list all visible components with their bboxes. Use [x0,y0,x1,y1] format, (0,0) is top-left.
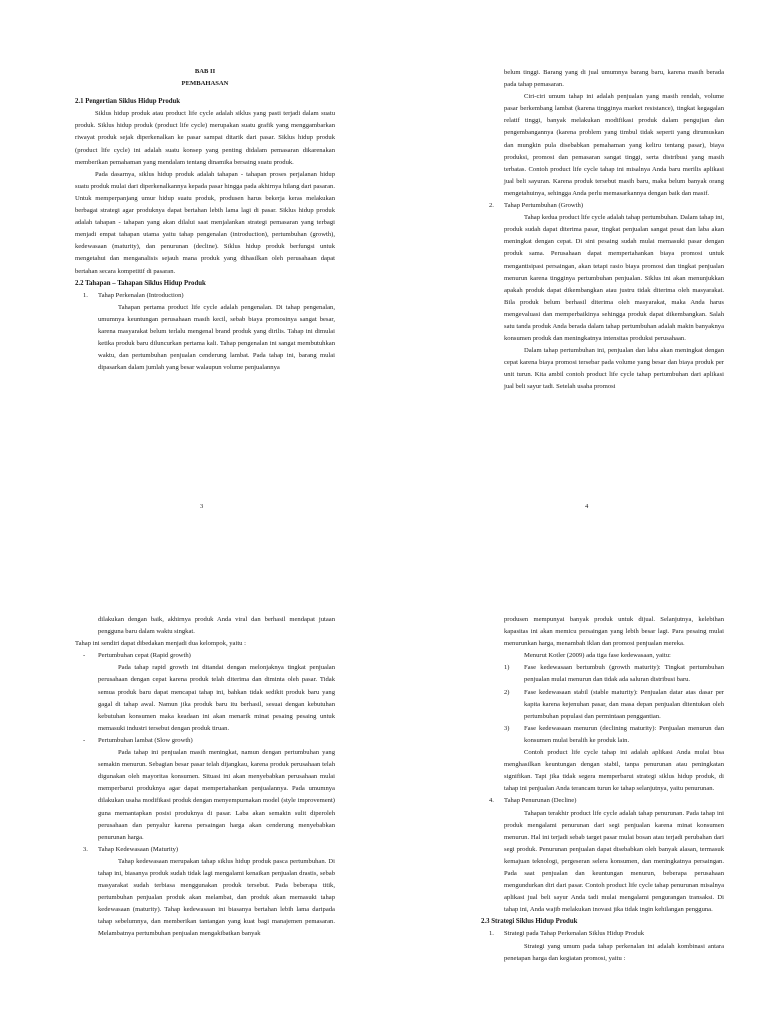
list-item-text: Fase kedewasaan bertumbuh (growth maturity): Tingkat pertumbuhan penjualan mulai menurun dan tidak ada saluran distribusi baru. [524,664,724,684]
page-5 [0,512,384,1024]
list-item-slow-growth [75,735,335,747]
paragraph: Siklus hidup produk atau product life cycle adalah siklus yang pasti terjadi dalam suatu produk. Siklus hidup produk (product life cycle) merupakan suatu grafik yang menggambarkan riwayat produk sejak diperkenalkan ke pasar sampai ditarik dari pasar. Siklus hidup produk (product life cycle) ini adalah suatu konsep yang penting didalam pemasaran dikarenakan memberikan pemahaman yang mendalam tentang dinamika bersaing suatu produk. [75,110,335,166]
list-item-title: Tahap Kedewasaan (Maturity) [98,845,179,853]
paragraph: Contoh product life cycle tahap ini adalah aplikasi Anda mulai bisa menghasilkan keuntungan dengan stabil, tanpa penurunan atau peningkatan signifikan. Tapi jika tidak segera memperbarui strategi siklus hidup produk, di tahap ini penjualan Anda terancam turun ke tahap selanjutnya, yaitu penurunan. [504,749,724,793]
page-3-text [75,66,335,374]
page-number: 4 [585,503,589,510]
paragraph: dilakukan dengan baik, akhirnya produk Anda viral dan berhasil mendapat jutaan pengguna baru dalam waktu singkat. [98,616,335,636]
list-item-title: Strategi pada Tahap Perkenalan Siklus Hidup Produk [504,930,645,938]
list-marker: 1. [489,930,494,938]
paragraph: Menurut Kotler (2009) ada tiga fase kedewasaan, yaitu: [524,652,671,660]
list-item-introduction [75,290,335,302]
paragraph: Tahapan pertama product life cycle adalah pengenalan. Di tahap pengenalan, umumnya keuntungan perusahaan masih kecil, sebab biaya promosinya sangat besar, karena masyarakat belum terlalu mengenal brand produk yang dirilis. Tahap ini dimulai ketika produk baru diluncurkan pertama kali. Tahap pengenalan ini sangat membutuhkan waktu, dan pertumbuhan penjualan cenderung lambat. Pada tahap ini, barang mulai dipasarkan dalam jumlah yang besar walaupun volume penjualannya [98,303,335,372]
list-marker: 1) [504,664,510,672]
page-3 [0,0,384,512]
section-2-1-heading: 2.1 Pengertian Siklus Hidup Produk [75,98,181,106]
paragraph: Tahap kedua product life cycle adalah tahap pertumbuhan. Dalam tahap ini, produk sudah dapat diterima pasar, tingkat penjualan sangat pesat dan laba akan meningkat dengan cepat. Di sini pesaing sudah mulai memasuki pasar dengan produk sama. Perusahaan dapat mempertahankan biaya promosi untuk mengantisipasi persaingan, akan tetapi rasio biaya promosi dan tingkat penjualan menurun karena tingginya pertumbuhan penjualan. Siklus ini akan menunjukkan apakah produk dapat dikembangkan atau justru tidak diterima oleh masyarakat. Bila produk belum berhasil diterima oleh masyarakat, maka Anda harus mengevaluasi dan memperbaikinya sehingga produk dapat dikembangkan. Salah satu tanda produk Anda berada dalam tahap pertumbuhan adalah makin banyaknya konsumen produk dan meningkatnya intensitas produksi perusahaan. [504,214,724,343]
list-item-title: Pertumbuhan cepat (Rapid growth) [98,652,191,660]
list-marker: 1. [83,291,88,299]
page-number: 3 [200,503,204,510]
paragraph: Dalam tahap pertumbuhan ini, penjualan dan laba akan meningkat dengan cepat karena biaya promosi tersebar pada volume yang besar dan biaya produk per unit turun. Kita ambil contoh product life cycle tahap pertumbuhan dari aplikasi jual beli sayur tadi. Setelah usaha promosi [504,347,724,391]
list-item-strategy-introduction [481,928,724,940]
page-4-text [481,67,724,394]
list-marker: 3. [83,845,88,853]
list-item-growth [481,200,724,212]
list-item-text: Fase kedewasaan stabil (stable maturity): Penjualan datar atas dasar per kapita karena kejenuhan pasar, dan masa depan penjualan ditentukan oleh pertumbuhan populasi dan permintaan penggantian. [524,688,724,720]
list-item-rapid-growth [75,650,335,662]
list-item-growth-maturity [481,662,724,686]
paragraph: Tahap ini sendiri dapat dibedakan menjadi dua kelompok, yaitu : [75,640,246,648]
paragraph: Pada dasarnya, siklus hidup produk adalah tahapan - tahapan proses perjalanan hidup suatu produk mulai dari diperkenalkannya kepada pasar hingga pada akhirnya hilang dari pasaran. Untuk memperpanjang umur hidup suatu produk, produsen harus bekerja keras melakukan berbagai strategi agar produknya dapat bertahan lebih lama lagi di pasar. Siklus hidup produk adalah tahapan - tahapan yang akan dilalui saat menjalankan strategi pemasaran yang terbagi menjadi empat tahapan utama yaitu tahap pengenalan (introduction), pertumbuhan (growth), kedewasaan (maturity), dan penurunan (decline). Siklus hidup produk berfungsi untuk mengetahui dan menganalisis sejauh mana produk yang dihasilkan oleh perusahaan dapat bertahan secara kompetitif di pasaran. [75,170,335,275]
list-marker: 2) [504,688,510,696]
list-item-maturity [75,844,335,856]
page-6 [384,512,768,1024]
list-item-stable-maturity [481,687,724,723]
list-marker: - [83,652,86,660]
chapter-number: BAB II [194,68,216,75]
list-item-text: Fase kedewasaan menurun (declining maturity): Penjualan menurun dan konsumen mulai beralih ke produk lain. [524,724,724,744]
list-marker: 2. [489,202,494,210]
page-6-text [481,614,724,965]
chapter-title: PEMBAHASAN [181,80,229,88]
list-item-declining-maturity [481,723,724,747]
list-marker: - [83,736,86,744]
section-2-2-heading: 2.2 Tahapan – Tahapan Siklus Hidup Produk [75,279,206,287]
list-marker: 4. [489,797,494,805]
list-item-title: Tahap Perkenalan (Introduction) [98,291,184,299]
paragraph: belum tinggi. Barang yang di jual umumnya barang baru, karena masih berada pada tahap pemasaran. [504,69,724,89]
paragraph: produsen mempunyai banyak produk untuk dijual. Selanjutnya, kelebihan kapasitas ini akan memicu persaingan yang lebih besar lagi. Para pesaing mulai menurunkan harga, menambah iklan dan promosi penjualan mereka. [504,616,724,648]
page-5-text [75,614,335,941]
paragraph: Tahapan terakhir product life cycle adalah tahap penurunan. Pada tahap ini produk mengalami penurunan dari segi penjualan karena minat konsumen menurun. Hal ini terjadi sebab target pasar mulai bosan atau terjadi perubahan dari segi produk. Penurunan penjualan dapat disebabkan oleh banyak alasan, termasuk kemajuan teknologi, pergeseran selera konsumen, dan meningkatnya persaingan. Pada saat penjualan dan keuntungan menurun, beberapa perusahaan mengundurkan diri dari pasar. Contoh product life cycle tahap penurunan misalnya aplikasi jual beli sayur Anda tadi mulai mengalami pengurangan transaksi. Di tahap ini, Anda wajib melakukan inovasi jika tidak ingin kehilangan pengguna. [504,809,724,914]
list-item-title: Pertumbuhan lambat (Slow growth) [98,736,193,744]
list-marker: 3) [504,724,510,732]
list-item-decline [481,795,724,807]
section-2-3-heading: 2.3 Strategi Siklus Hidup Produk [481,918,578,926]
paragraph: Pada tahap rapid growth ini ditandai dengan melonjaknya tingkat penjualan perusahaan dengan cepat karena produk telah diterima dan diminta oleh pasar. Tidak semua produk baru dapat mencapai tahap ini, bahkan tidak sedikit produk baru yang gagal di tahap awal. Namun jika produk baru itu berhasil, sesuai dengan kebutuhan kebutuhan konsumen maka keadaan ini akan menarik minat pesaing pesaing untuk memasuki industri tersebut dengan produk tiruan. [98,664,335,732]
paragraph: Strategi yang umum pada tahap perkenalan ini adalah kombinasi antara penetapan harga dan kegiatan promosi, yaitu : [504,942,724,962]
paragraph: Pada tahap ini penjualan masih meningkat, namun dengan pertumbuhan yang semakin menurun. Sebagian besar pasar telah dijangkau, karena produk perusahaan telah digunakan oleh mayoritas konsumen. Situasi ini akan menyebabkan perusahaan mulai memperbarui produknya agar dapat mempertahankan penjualannya. Pada umumnya dilakukan usaha modifikasi produk dengan menyempurnakan model (style improvement) guna memantapkan posisi produknya di pasar. Laba akan semakin sulit diperoleh perusahaan dan penyalur karena persaingan harga akan cenderung menyebabkan penurunan harga. [98,749,335,841]
list-item-title: Tahap Penurunan (Decline) [504,797,577,805]
page-4 [384,0,768,512]
paragraph: Tahap kedewasaan merupakan tahap siklus hidup produk pasca pertumbuhan. Di tahap ini, biasanya produk sudah tidak lagi mengalami kenaikan penjualan drastis, sebab masyarakat sudah terbiasa menggunakan produk tersebut. Pada beberapa titik, pertumbuhan penjualan produk akan melambat, dan produk akan memasuki tahap kedewasaan (maturity). Tahap kedewasaan ini biasanya bertahan lebih lama daripada tahap sebelumnya, dan memberikan tantangan yang kuat bagi manajemen pemasaran. Melambatnya pertumbuhan penjualan mengakibatkan banyak [98,857,335,938]
list-item-title: Tahap Pertumbuhan (Growth) [504,202,584,210]
paragraph: Ciri-ciri umum tahap ini adalah penjualan yang masih rendah, volume pasar berkembang lambat (karena tingginya market resistance), tingkat kegagalan relatif tinggi, banyak melakukan modifikasi produk dalam pengujian dan pengembangannya (karena problem yang timbul tidak seperti yang dirumuskan dan mungkin pula disebabkan pemahaman yang keliru tentang pasar), biaya produksi, promosi dan pemasaran sangat tinggi, serta distribusi yang masih terbatas. Contoh product life cycle tahap ini misalnya Anda baru merilis aplikasi jual beli sayuran. Karena produk tersebut masih baru, maka belum banyak orang mengetahuinya, sehingga Anda perlu memasarkannya dengan baik dan masif. [504,93,724,197]
